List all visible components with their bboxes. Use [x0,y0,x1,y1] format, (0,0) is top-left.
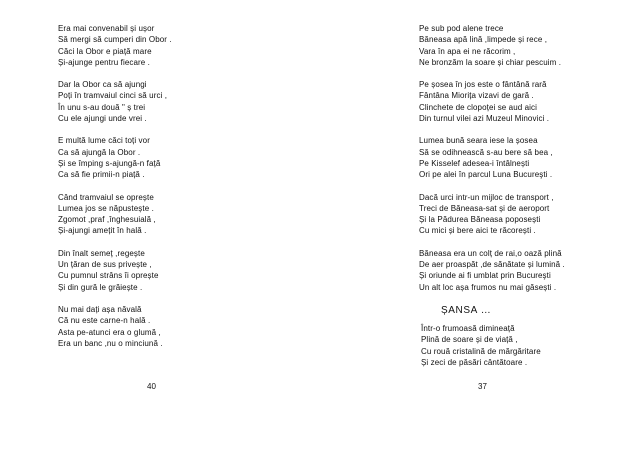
verse-line: Și-ajunge pentru fiecare . [58,57,150,67]
verse-line: Era mai convenabil și ușor [58,24,155,33]
verse-line: Că nu este carne-n hală . [58,316,151,326]
verse-line: Plină de soare și de viață , [421,335,518,345]
verse-line: Vara în apa ei ne răcorim , [419,46,516,56]
left-page-number: 40 [147,382,156,391]
verse-line: Ne bronzăm la soare și chiar pescuim . [419,57,562,67]
stanza [58,192,298,237]
verse-line: Ca să ajungă la Obor . [58,147,141,157]
stanza [419,192,619,237]
verse-line: Un alt loc așa frumos nu mai găsești . [419,282,557,292]
stanza [58,248,298,293]
verse-line: Fântâna Miorița vizavi de gară . [419,91,534,101]
verse-line: Din turnul vilei azi Muzeul Minovici . [419,114,550,124]
right-page-number: 37 [478,382,487,391]
stanza [58,304,298,349]
verse-line: Când tramvaiul se oprește [58,192,154,202]
verse-line: Era un banc ,nu o minciună . [58,338,163,348]
verse-line: Din înalt semeț ,regește [58,248,145,258]
verse-line: Ca să fie primii-n piață . [58,170,145,180]
verse-line: Dar la Obor ca să ajungi [58,80,147,90]
verse-line: Treci de Băneasa-sat și de aeroport [419,203,550,213]
verse-line: Să se odihnească s-au bere să bea , [419,147,553,157]
verse-line: Cu rouă cristalină de mărgăritare [421,346,541,356]
stanza [419,23,619,68]
verse-line: Un țăran de sus privește , [58,260,152,270]
verse-line: Să mergi să cumperi din Obor . [58,35,172,45]
left-page-poem [58,23,298,360]
verse-line: Pe Kisselef adesea-i întâlnești [419,158,530,168]
verse-line: Dacă urci intr-un mijloc de transport , [419,192,554,202]
verse-line: Și se împing s-ajungă-n față [58,158,161,168]
right-page-poem [419,23,619,379]
verse-line: Și-ajungi amețit în hală . [58,226,147,236]
verse-line: Lumea jos se năpustește . [58,203,154,213]
verse-line: Și din gură le grăiește . [58,282,143,292]
stanza [58,23,298,68]
verse-line: Băneasa era un colț de rai,o oază plină [419,248,562,258]
verse-line: Zgomot ,praf ,înghesuială , [58,215,156,225]
verse-line: Într-o frumoasă dimineață [421,323,515,333]
verse-line: Pe sub pod alene trece [419,24,504,33]
verse-line: Ori pe alei în parcul Luna Bucureşti . [419,170,553,180]
verse-line: Căci la Obor e piață mare [58,46,152,56]
verse-line: De aer proaspăt ,de sănătate și lumină . [419,260,565,270]
poem-title: ȘANSA … [441,304,492,316]
stanza [58,79,298,124]
verse-line: Nu mai dați așa năvală [58,304,142,314]
verse-line: E multă lume căci toți vor [58,136,150,146]
stanza [419,135,619,180]
verse-line: Cu pumnul strâns îi oprește [58,271,159,281]
verse-line: Asta pe-atunci era o glumă , [58,327,161,337]
verse-line: În unu s-au două " ș trei [58,102,146,112]
poem-stanza-block [419,323,619,368]
verse-line: Și oriunde ai fi umblat prin Bucureşti [419,271,551,281]
verse-line: Băneasa apă lină ,limpede și rece , [419,35,548,45]
stanza [419,248,619,293]
verse-line: Lumea bună seara iese la șosea [419,136,538,146]
verse-line: Și zeci de păsări cântătoare . [421,357,528,367]
verse-line: Cu ele ajungi unde vrei . [58,114,147,124]
verse-line: Poți în tramvaiul cinci să urci , [58,91,168,101]
verse-line: Și la Pădurea Băneasa poposești [419,215,541,225]
stanza [419,79,619,124]
stanza [419,323,619,368]
verse-line: Pe șosea în jos este o fântână rară [419,80,547,90]
verse-line: Clinchete de clopoței se aud aici [419,102,538,112]
stanza [58,135,298,180]
verse-line: Cu mici și bere aici te răcorești . [419,226,536,236]
